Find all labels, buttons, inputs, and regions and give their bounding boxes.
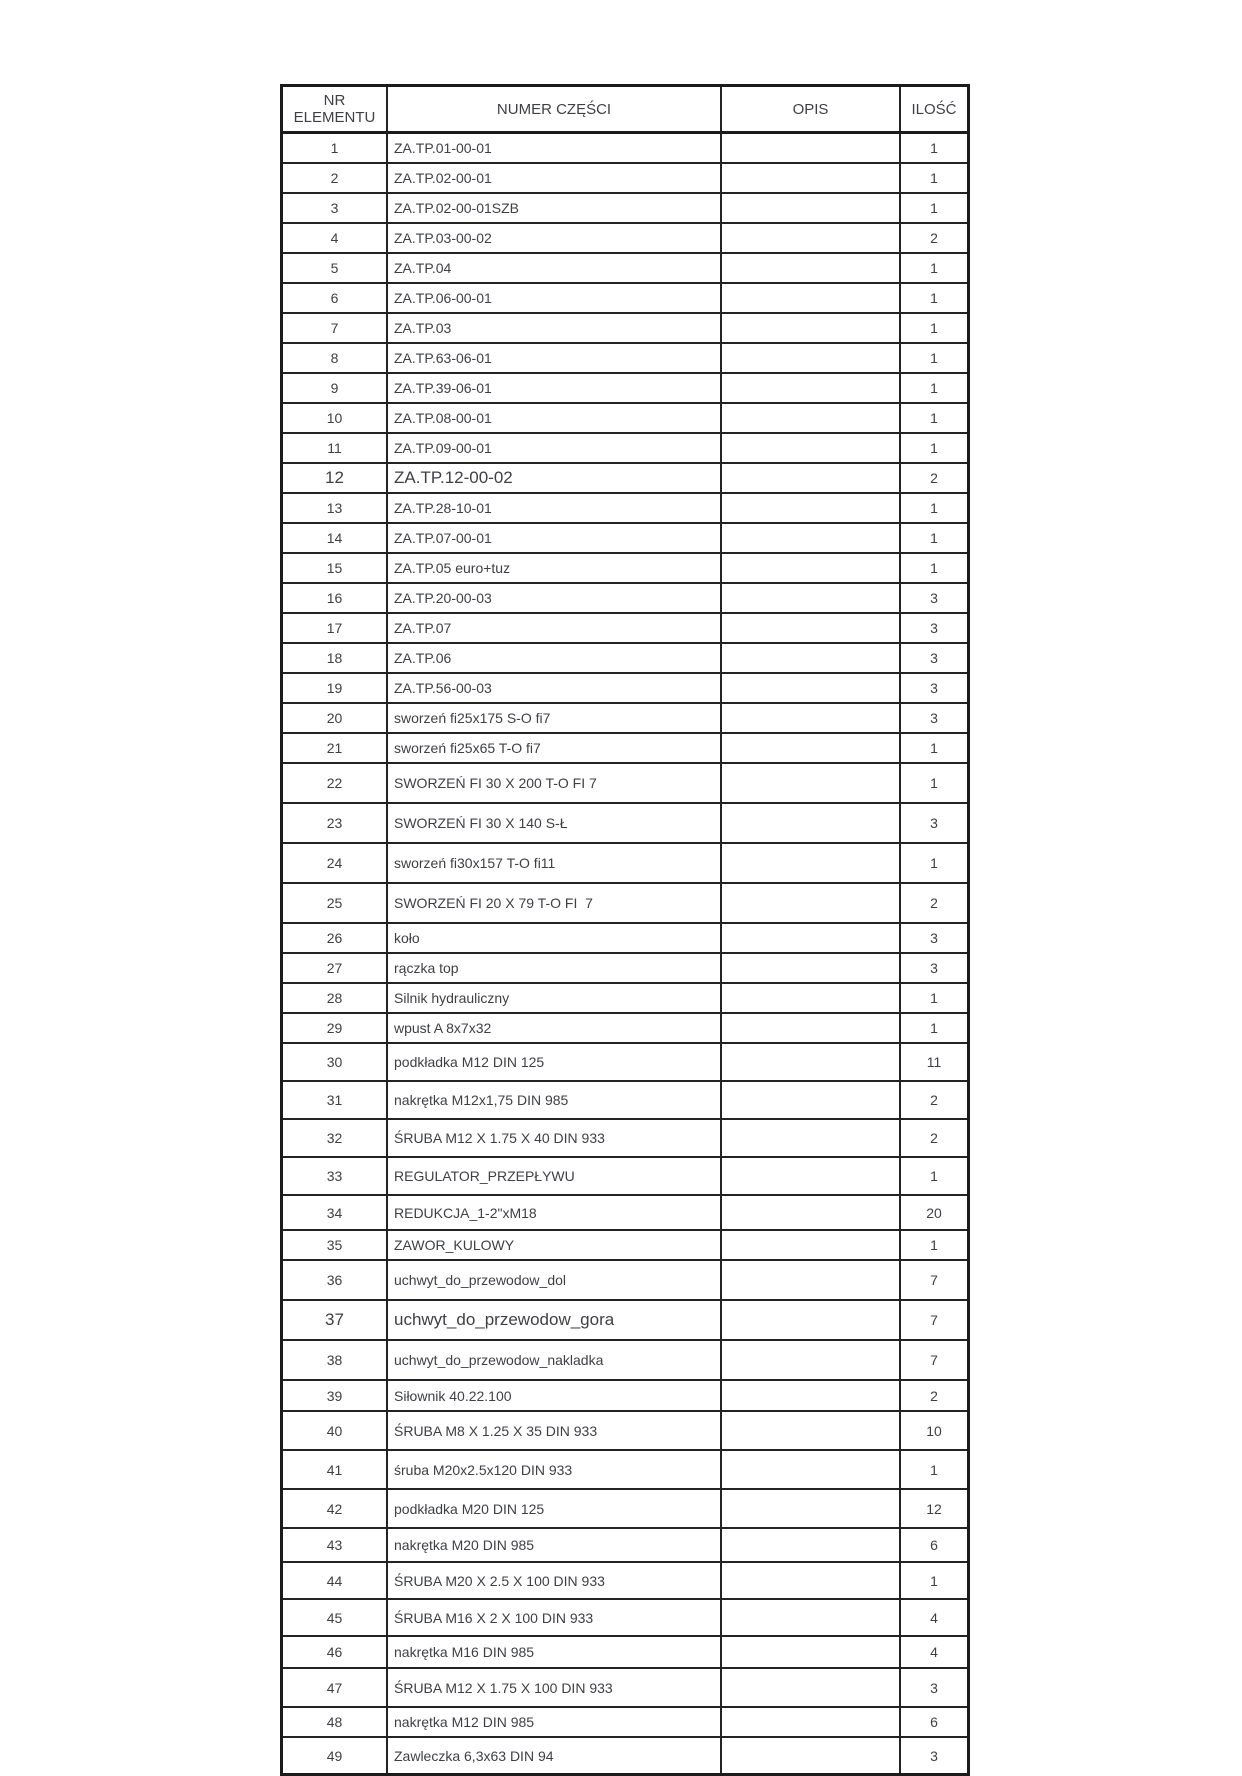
header-ilosc: ILOŚĆ — [911, 100, 957, 118]
part-number-cell: nakrętka M16 DIN 985 — [386, 1637, 722, 1667]
table-row — [283, 1600, 967, 1637]
description-cell — [722, 1600, 901, 1635]
part-number-cell: podkładka M20 DIN 125 — [386, 1490, 722, 1527]
part-number-cell: REDUKCJA_1-2"xM18 — [386, 1196, 722, 1229]
description-cell — [722, 1412, 901, 1449]
row-number-cell: 9 — [330, 380, 339, 396]
table-row — [283, 134, 967, 164]
row-number-cell: 23 — [326, 815, 343, 831]
part-number-cell: ZA.TP.07-00-01 — [386, 524, 722, 552]
quantity-cell: 12 — [926, 1500, 942, 1517]
table-row — [283, 1451, 967, 1490]
row-number-cell: 47 — [326, 1679, 343, 1696]
table-row — [283, 984, 967, 1014]
description-cell — [722, 954, 901, 982]
table-row — [283, 1158, 967, 1196]
row-number-cell: 5 — [330, 260, 339, 276]
description-cell — [722, 1158, 901, 1194]
part-number-cell: ZA.TP.12-00-02 — [386, 464, 722, 492]
quantity-cell: 1 — [930, 320, 938, 336]
part-number-cell: ZAWOR_KULOWY — [386, 1231, 722, 1259]
header-nr-elementu-label: NR ELEMENTU — [293, 91, 376, 126]
table-row — [283, 1669, 967, 1708]
table-row — [283, 1490, 967, 1529]
part-number-cell: uchwyt_do_przewodow_gora — [386, 1301, 722, 1339]
description-cell — [722, 1708, 901, 1736]
part-number-cell: ZA.TP.03 — [386, 314, 722, 342]
row-number-cell: 19 — [326, 680, 343, 696]
quantity-cell: 1 — [930, 350, 938, 366]
quantity-cell: 1 — [930, 1237, 938, 1253]
part-number-cell: wpust A 8x7x32 — [386, 1014, 722, 1042]
description-cell — [722, 844, 901, 882]
table-row — [283, 1529, 967, 1563]
table-row — [283, 314, 967, 344]
part-number-cell: koło — [386, 924, 722, 952]
part-number-cell: ŚRUBA M20 X 2.5 X 100 DIN 933 — [386, 1563, 722, 1598]
row-number-cell: 14 — [326, 530, 343, 546]
table-row — [283, 1738, 967, 1773]
row-number-cell: 37 — [325, 1310, 344, 1329]
table-row — [283, 1381, 967, 1412]
row-number-cell: 41 — [326, 1461, 343, 1478]
row-number-cell: 42 — [326, 1500, 343, 1517]
quantity-cell: 1 — [930, 290, 938, 306]
description-cell — [722, 1044, 901, 1080]
table-row — [283, 1301, 967, 1341]
part-number-cell: rączka top — [386, 954, 722, 982]
part-number-cell: ZA.TP.02-00-01 — [386, 164, 722, 192]
row-number-cell: 8 — [330, 350, 339, 366]
part-number-cell: ZA.TP.02-00-01SZB — [386, 194, 722, 222]
quantity-cell: 1 — [930, 855, 938, 871]
part-number-cell: Zawleczka 6,3x63 DIN 94 — [386, 1738, 722, 1773]
part-number-cell: nakrętka M20 DIN 985 — [386, 1529, 722, 1561]
description-cell — [722, 804, 901, 842]
row-number-cell: 16 — [326, 590, 343, 606]
table-row — [283, 924, 967, 954]
quantity-cell: 11 — [926, 1054, 942, 1070]
quantity-cell: 2 — [930, 470, 938, 486]
table-row — [283, 404, 967, 434]
quantity-cell: 1 — [930, 500, 938, 516]
part-number-cell: ZA.TP.56-00-03 — [386, 674, 722, 702]
description-cell — [722, 1381, 901, 1410]
part-number-cell: ZA.TP.63-06-01 — [386, 344, 722, 372]
description-cell — [722, 1196, 901, 1229]
row-number-cell: 33 — [326, 1168, 343, 1184]
part-number-cell: SWORZEŃ FI 20 X 79 T-O FI 7 — [386, 884, 722, 922]
quantity-cell: 2 — [930, 230, 938, 246]
part-number-cell: ŚRUBA M16 X 2 X 100 DIN 933 — [386, 1600, 722, 1635]
table-row — [283, 1637, 967, 1669]
quantity-cell: 1 — [930, 440, 938, 456]
table-row — [283, 804, 967, 844]
row-number-cell: 24 — [326, 855, 343, 871]
table-row — [283, 764, 967, 804]
row-number-cell: 44 — [326, 1572, 343, 1589]
part-number-cell: SWORZEŃ FI 30 X 200 T-O FI 7 — [386, 764, 722, 802]
row-number-cell: 15 — [326, 560, 343, 576]
quantity-cell: 1 — [930, 1020, 938, 1036]
row-number-cell: 3 — [330, 200, 339, 216]
part-number-cell: ZA.TP.28-10-01 — [386, 494, 722, 522]
table-row — [283, 1261, 967, 1301]
quantity-cell: 20 — [926, 1204, 942, 1221]
table-row — [283, 434, 967, 464]
description-cell — [722, 254, 901, 282]
row-number-cell: 36 — [326, 1272, 343, 1288]
description-cell — [722, 1261, 901, 1299]
description-cell — [722, 314, 901, 342]
row-number-cell: 7 — [330, 320, 339, 336]
row-number-cell: 39 — [326, 1387, 343, 1404]
quantity-cell: 7 — [930, 1352, 938, 1368]
row-number-cell: 10 — [326, 410, 343, 426]
table-row — [283, 284, 967, 314]
table-row — [283, 164, 967, 194]
row-number-cell: 35 — [326, 1237, 343, 1253]
table-row — [283, 844, 967, 884]
description-cell — [722, 1120, 901, 1156]
row-number-cell: 22 — [326, 775, 343, 791]
quantity-cell: 2 — [930, 1130, 938, 1146]
row-number-cell: 21 — [326, 740, 343, 756]
part-number-cell: SWORZEŃ FI 30 X 140 S-Ł — [386, 804, 722, 842]
row-number-cell: 31 — [326, 1092, 343, 1108]
quantity-cell: 1 — [930, 560, 938, 576]
quantity-cell: 1 — [930, 170, 938, 186]
quantity-cell: 3 — [930, 590, 938, 606]
quantity-cell: 7 — [930, 1272, 938, 1288]
quantity-cell: 3 — [930, 620, 938, 636]
description-cell — [722, 1231, 901, 1259]
part-number-cell: Silnik hydrauliczny — [386, 984, 722, 1012]
description-cell — [722, 924, 901, 952]
quantity-cell: 1 — [930, 140, 938, 156]
table-row — [283, 1412, 967, 1451]
quantity-cell: 1 — [930, 380, 938, 396]
row-number-cell: 13 — [326, 500, 343, 516]
table-row — [283, 734, 967, 764]
quantity-cell: 3 — [930, 815, 938, 831]
row-number-cell: 26 — [326, 930, 343, 946]
table-row — [283, 1231, 967, 1261]
description-cell — [722, 224, 901, 252]
table-row — [283, 1014, 967, 1044]
table-row — [283, 674, 967, 704]
table-row — [283, 1341, 967, 1381]
quantity-cell: 2 — [930, 895, 938, 911]
row-number-cell: 34 — [326, 1204, 343, 1221]
part-number-cell: śruba M20x2.5x120 DIN 933 — [386, 1451, 722, 1488]
row-number-cell: 20 — [326, 710, 343, 726]
description-cell — [722, 614, 901, 642]
quantity-cell: 2 — [930, 1387, 938, 1404]
quantity-cell: 4 — [930, 1609, 938, 1626]
quantity-cell: 1 — [930, 200, 938, 216]
row-number-cell: 2 — [330, 170, 339, 186]
description-cell — [722, 374, 901, 402]
part-number-cell: sworzeń fi30x157 T-O fi11 — [386, 844, 722, 882]
quantity-cell: 3 — [930, 1747, 938, 1764]
quantity-cell: 4 — [930, 1644, 938, 1660]
description-cell — [722, 194, 901, 222]
part-number-cell: sworzeń fi25x175 S-O fi7 — [386, 704, 722, 732]
description-cell — [722, 1563, 901, 1598]
description-cell — [722, 134, 901, 162]
table-row — [283, 524, 967, 554]
row-number-cell: 48 — [326, 1714, 343, 1730]
quantity-cell: 1 — [930, 1461, 938, 1478]
row-number-cell: 32 — [326, 1130, 343, 1146]
part-number-cell: ZA.TP.04 — [386, 254, 722, 282]
table-row — [283, 224, 967, 254]
quantity-cell: 3 — [930, 680, 938, 696]
table-row — [283, 554, 967, 584]
part-number-cell: ZA.TP.01-00-01 — [386, 134, 722, 162]
description-cell — [722, 434, 901, 462]
part-number-cell: ZA.TP.06 — [386, 644, 722, 672]
row-number-cell: 6 — [330, 290, 339, 306]
quantity-cell: 1 — [930, 410, 938, 426]
row-number-cell: 12 — [325, 468, 344, 487]
row-number-cell: 18 — [326, 650, 343, 666]
quantity-cell: 1 — [930, 990, 938, 1006]
quantity-cell: 1 — [930, 740, 938, 756]
row-number-cell: 49 — [326, 1747, 343, 1764]
part-number-cell: Siłownik 40.22.100 — [386, 1381, 722, 1410]
description-cell — [722, 584, 901, 612]
quantity-cell: 7 — [930, 1312, 938, 1328]
quantity-cell: 1 — [930, 1168, 938, 1184]
quantity-cell: 1 — [930, 775, 938, 791]
table-header-row — [283, 87, 967, 134]
description-cell — [722, 284, 901, 312]
description-cell — [722, 984, 901, 1012]
description-cell — [722, 554, 901, 582]
description-cell — [722, 644, 901, 672]
header-opis: OPIS — [722, 87, 901, 131]
table-row — [283, 254, 967, 284]
part-number-cell: sworzeń fi25x65 T-O fi7 — [386, 734, 722, 762]
description-cell — [722, 164, 901, 192]
row-number-cell: 1 — [330, 140, 339, 156]
part-number-cell: ŚRUBA M8 X 1.25 X 35 DIN 933 — [386, 1412, 722, 1449]
quantity-cell: 1 — [930, 530, 938, 546]
table-row — [283, 1708, 967, 1738]
table-body — [283, 134, 967, 1773]
row-number-cell: 11 — [327, 440, 342, 456]
description-cell — [722, 1738, 901, 1773]
table-row — [283, 584, 967, 614]
quantity-cell: 1 — [930, 260, 938, 276]
table-row — [283, 884, 967, 924]
row-number-cell: 29 — [326, 1020, 343, 1036]
table-row — [283, 374, 967, 404]
row-number-cell: 38 — [326, 1352, 343, 1368]
quantity-cell: 3 — [930, 710, 938, 726]
quantity-cell: 3 — [930, 650, 938, 666]
row-number-cell: 45 — [326, 1609, 343, 1626]
table-row — [283, 614, 967, 644]
row-number-cell: 27 — [326, 960, 343, 976]
table-row — [283, 194, 967, 224]
part-number-cell: nakrętka M12 DIN 985 — [386, 1708, 722, 1736]
description-cell — [722, 1082, 901, 1118]
header-nr-elementu — [283, 87, 386, 131]
quantity-cell: 6 — [930, 1537, 938, 1553]
description-cell — [722, 1669, 901, 1706]
description-cell — [722, 1301, 901, 1339]
description-cell — [722, 1529, 901, 1561]
table-row — [283, 644, 967, 674]
description-cell — [722, 734, 901, 762]
description-cell — [722, 1014, 901, 1042]
table-row — [283, 704, 967, 734]
quantity-cell: 3 — [930, 1679, 938, 1696]
part-number-cell: ŚRUBA M12 X 1.75 X 100 DIN 933 — [386, 1669, 722, 1706]
table-row — [283, 1120, 967, 1158]
quantity-cell: 6 — [930, 1714, 938, 1730]
description-cell — [722, 884, 901, 922]
row-number-cell: 28 — [326, 990, 343, 1006]
description-cell — [722, 704, 901, 732]
part-number-cell: ZA.TP.03-00-02 — [386, 224, 722, 252]
quantity-cell: 1 — [930, 1572, 938, 1589]
description-cell — [722, 404, 901, 432]
table-row — [283, 494, 967, 524]
description-cell — [722, 1451, 901, 1488]
table-row — [283, 954, 967, 984]
part-number-cell: ZA.TP.08-00-01 — [386, 404, 722, 432]
row-number-cell: 43 — [326, 1537, 343, 1553]
table-row — [283, 1082, 967, 1120]
row-number-cell: 25 — [326, 895, 343, 911]
header-numer-czesci: NUMER CZĘŚCI — [386, 87, 722, 131]
description-cell — [722, 674, 901, 702]
part-number-cell: ZA.TP.20-00-03 — [386, 584, 722, 612]
description-cell — [722, 1637, 901, 1667]
table-row — [283, 344, 967, 374]
part-number-cell: ŚRUBA M12 X 1.75 X 40 DIN 933 — [386, 1120, 722, 1156]
row-number-cell: 46 — [326, 1644, 343, 1660]
description-cell — [722, 764, 901, 802]
part-number-cell: podkładka M12 DIN 125 — [386, 1044, 722, 1080]
description-cell — [722, 464, 901, 492]
quantity-cell: 2 — [930, 1092, 938, 1108]
quantity-cell: 3 — [930, 930, 938, 946]
table-row — [283, 1044, 967, 1082]
description-cell — [722, 1490, 901, 1527]
row-number-cell: 40 — [326, 1422, 343, 1439]
row-number-cell: 4 — [330, 230, 339, 246]
quantity-cell: 10 — [926, 1422, 942, 1439]
part-number-cell: ZA.TP.05 euro+tuz — [386, 554, 722, 582]
row-number-cell: 17 — [326, 620, 343, 636]
part-number-cell: uchwyt_do_przewodow_dol — [386, 1261, 722, 1299]
description-cell — [722, 344, 901, 372]
part-number-cell: ZA.TP.39-06-01 — [386, 374, 722, 402]
quantity-cell: 3 — [930, 960, 938, 976]
table-row — [283, 1563, 967, 1600]
table-row — [283, 464, 967, 494]
part-number-cell: uchwyt_do_przewodow_nakladka — [386, 1341, 722, 1379]
description-cell — [722, 1341, 901, 1379]
part-number-cell: nakrętka M12x1,75 DIN 985 — [386, 1082, 722, 1118]
part-number-cell: ZA.TP.07 — [386, 614, 722, 642]
table-row — [283, 1196, 967, 1231]
row-number-cell: 30 — [326, 1054, 343, 1070]
parts-table — [280, 84, 970, 1776]
description-cell — [722, 524, 901, 552]
part-number-cell: REGULATOR_PRZEPŁYWU — [386, 1158, 722, 1194]
part-number-cell: ZA.TP.06-00-01 — [386, 284, 722, 312]
description-cell — [722, 494, 901, 522]
part-number-cell: ZA.TP.09-00-01 — [386, 434, 722, 462]
